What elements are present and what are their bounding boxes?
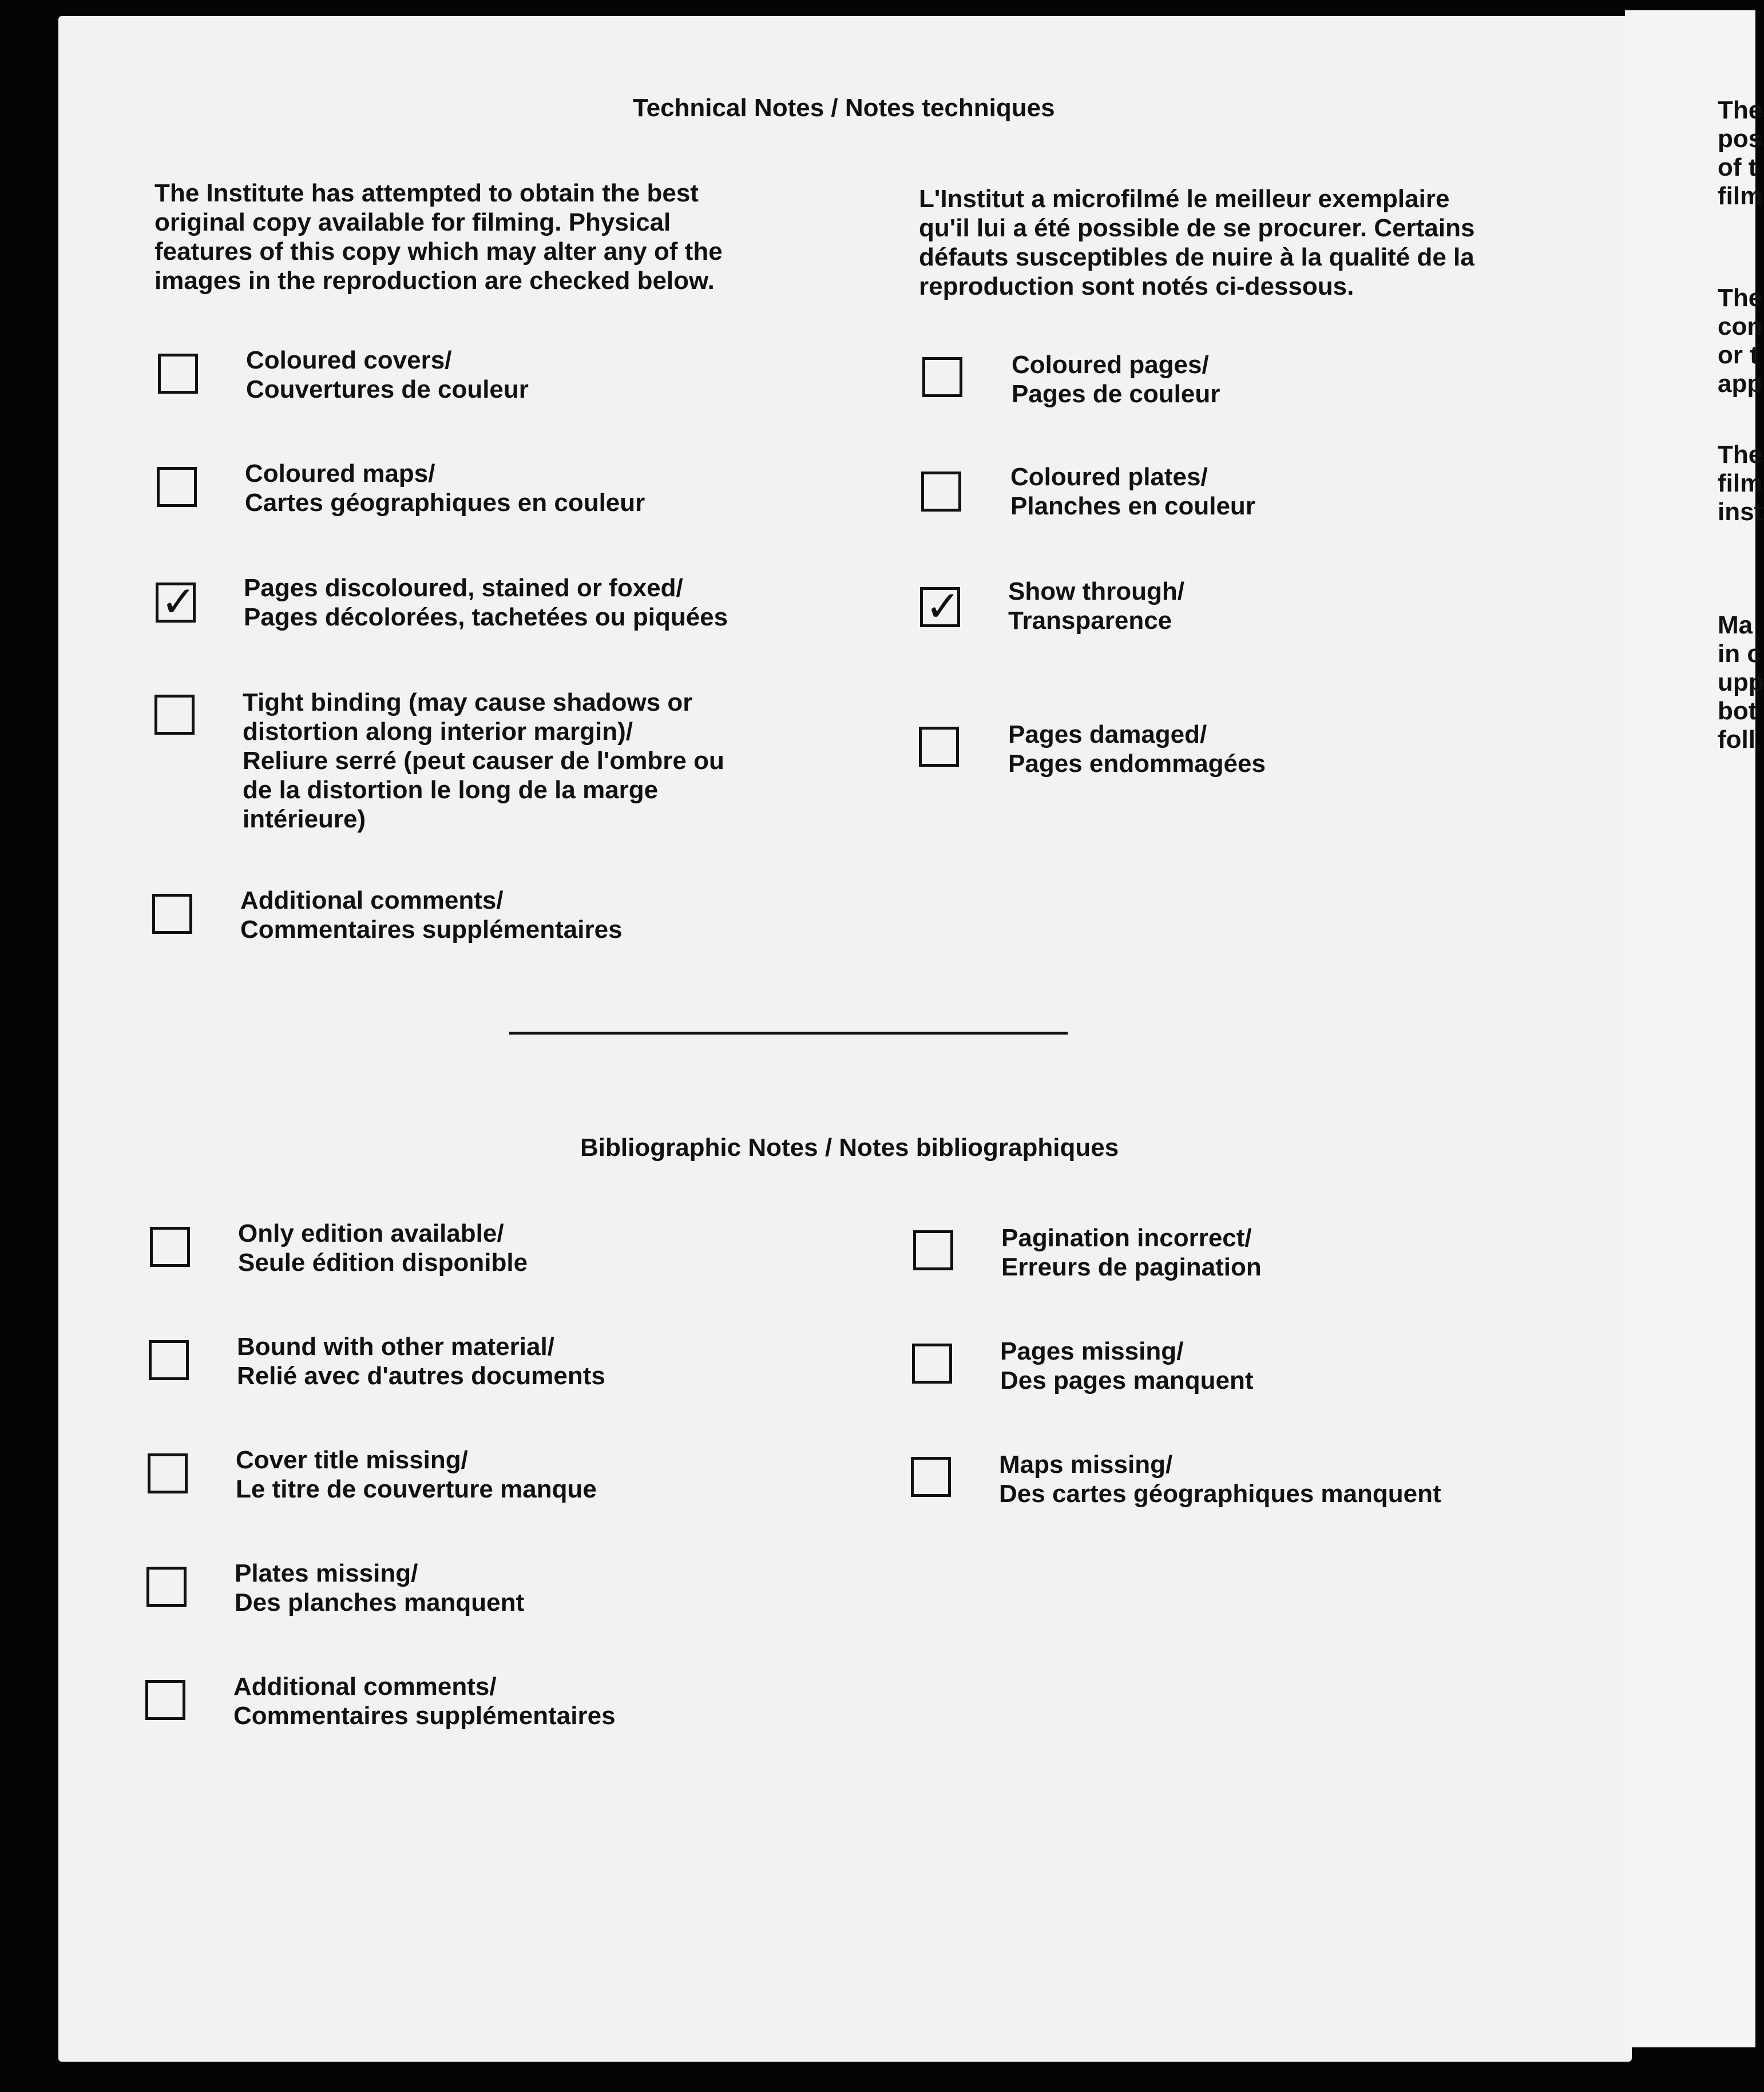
label-line: de la distortion le long de la marge: [243, 776, 659, 804]
intro-en-line: features of this copy which may alter any of the: [154, 237, 723, 266]
label-line: Planches en couleur: [1010, 492, 1255, 520]
label-line: Commentaires supplémentaires: [240, 916, 623, 944]
label-additional-comments-technical: [240, 886, 623, 944]
intro-french: [919, 184, 1474, 301]
label-line: Coloured plates/: [1010, 463, 1208, 491]
fragment-line: app: [1718, 370, 1763, 398]
checkbox-additional-comments-bibliographic[interactable]: [145, 1680, 185, 1720]
label-line: Only edition available/: [238, 1219, 504, 1247]
label-line: Le titre de couverture manque: [236, 1475, 597, 1503]
checkbox-additional-comments-technical[interactable]: [152, 894, 192, 934]
label-cover-title-missing: [236, 1445, 597, 1504]
checkbox-pages-damaged[interactable]: [919, 727, 959, 767]
label-line: intérieure): [243, 805, 366, 833]
fragment-line: film: [1718, 469, 1763, 497]
label-maps-missing: [999, 1450, 1441, 1508]
intro-en-line: original copy available for filming. Physical: [154, 208, 671, 236]
checkbox-cover-title-missing[interactable]: [148, 1453, 188, 1493]
fragment-line: con: [1718, 312, 1763, 340]
fragment-line: pos: [1718, 125, 1763, 153]
bibliographic-notes-heading: Bibliographic Notes / Notes bibliographiques: [580, 1134, 1119, 1162]
label-line: Pages missing/: [1000, 1337, 1184, 1365]
label-plates-missing: [235, 1559, 524, 1617]
checkbox-pagination-incorrect[interactable]: [913, 1230, 953, 1270]
fragment-line: of t: [1718, 153, 1757, 181]
label-additional-comments-bibliographic: [233, 1672, 616, 1730]
checkbox-pages-discoloured[interactable]: [156, 577, 197, 627]
label-pages-damaged: [1008, 720, 1266, 778]
label-coloured-plates: [1010, 462, 1255, 521]
fragment-line: The: [1718, 96, 1763, 124]
checkbox-pages-missing[interactable]: [912, 1344, 952, 1384]
label-line: Coloured covers/: [246, 346, 452, 374]
fragment-line: or t: [1718, 341, 1758, 369]
label-line: Pages endommagées: [1008, 750, 1266, 778]
label-coloured-covers: [246, 346, 529, 404]
side-fragment-3: [1718, 441, 1762, 526]
intro-fr-line: L'Institut a microfilmé le meilleur exemplaire: [919, 185, 1450, 213]
checkbox-coloured-plates[interactable]: [921, 472, 961, 512]
fragment-line: foll: [1718, 726, 1755, 754]
label-line: distortion along interior margin)/: [243, 718, 633, 746]
side-fragment-4: [1718, 611, 1764, 754]
fragment-line: film: [1718, 182, 1763, 210]
label-line: Couvertures de couleur: [246, 375, 529, 403]
checkbox-tight-binding[interactable]: [154, 695, 195, 735]
label-line: Relié avec d'autres documents: [237, 1362, 605, 1390]
intro-fr-line: reproduction sont notés ci-dessous.: [919, 272, 1354, 300]
checkbox-coloured-maps[interactable]: [157, 467, 197, 507]
label-coloured-pages: [1012, 350, 1220, 409]
label-line: Pages décolorées, tachetées ou piquées: [244, 603, 728, 631]
fragment-line: in c: [1718, 640, 1761, 668]
label-line: Cover title missing/: [236, 1446, 468, 1474]
checkbox-show-through[interactable]: [920, 582, 961, 631]
fragment-line: Ma: [1718, 611, 1753, 639]
label-pages-missing: [1000, 1337, 1254, 1395]
label-line: Bound with other material/: [237, 1333, 554, 1361]
intro-fr-line: qu'il lui a été possible de se procurer. Certains: [919, 214, 1475, 242]
label-line: Tight binding (may cause shadows or: [243, 688, 693, 716]
technical-notes-heading: Technical Notes / Notes techniques: [633, 94, 1055, 122]
label-line: Reliure serré (peut causer de l'ombre ou: [243, 747, 724, 775]
label-line: Additional comments/: [240, 886, 504, 914]
side-fragment-2: [1718, 284, 1762, 398]
label-line: Des pages manquent: [1000, 1366, 1254, 1394]
checkbox-maps-missing[interactable]: [911, 1457, 951, 1497]
label-line: Coloured pages/: [1012, 351, 1209, 379]
label-line: Pagination incorrect/: [1001, 1224, 1252, 1252]
checkbox-bound-with[interactable]: [149, 1340, 189, 1380]
label-line: Transparence: [1008, 607, 1172, 635]
fragment-line: upp: [1718, 668, 1764, 696]
label-line: Maps missing/: [999, 1451, 1173, 1479]
fragment-line: The: [1718, 284, 1763, 312]
checkmark-icon: ✓: [161, 577, 197, 627]
label-coloured-maps: [245, 459, 645, 517]
label-show-through: [1008, 577, 1184, 635]
checkmark-icon: ✓: [925, 582, 961, 631]
label-line: Show through/: [1008, 577, 1184, 605]
checkbox-coloured-pages[interactable]: [922, 357, 962, 397]
fragment-line: bot: [1718, 697, 1757, 725]
label-line: Des planches manquent: [235, 1588, 525, 1616]
intro-en-line: images in the reproduction are checked below.: [154, 267, 715, 295]
label-tight-binding: [243, 688, 724, 834]
label-line: Pages damaged/: [1008, 720, 1207, 748]
intro-english: [154, 179, 723, 295]
label-line: Plates missing/: [235, 1559, 418, 1587]
label-line: Pages discoloured, stained or foxed/: [244, 574, 683, 602]
label-line: Pages de couleur: [1012, 380, 1220, 408]
checkbox-only-edition[interactable]: [150, 1227, 190, 1267]
label-bound-with: [237, 1332, 605, 1390]
label-line: Erreurs de pagination: [1001, 1253, 1262, 1281]
fragment-line: inst: [1718, 498, 1763, 526]
label-line: Additional comments/: [233, 1673, 497, 1701]
checkbox-coloured-covers[interactable]: [158, 354, 198, 394]
checkbox-plates-missing[interactable]: [146, 1567, 187, 1607]
label-line: Des cartes géographiques manquent: [999, 1480, 1441, 1508]
label-pagination-incorrect: [1001, 1223, 1262, 1282]
side-fragment-1: [1718, 96, 1762, 211]
section-divider: [509, 1032, 1068, 1035]
fragment-line: The: [1718, 441, 1763, 469]
label-line: Commentaires supplémentaires: [233, 1702, 616, 1730]
label-line: Cartes géographiques en couleur: [245, 489, 645, 517]
label-line: Seule édition disponible: [238, 1249, 528, 1277]
intro-fr-line: défauts susceptibles de nuire à la qualité de la: [919, 243, 1474, 271]
intro-en-line: The Institute has attempted to obtain the best: [154, 179, 699, 207]
scanned-sheet: [58, 16, 1632, 2062]
label-line: Coloured maps/: [245, 459, 435, 488]
label-only-edition: [238, 1219, 528, 1277]
label-pages-discoloured: [244, 573, 728, 632]
